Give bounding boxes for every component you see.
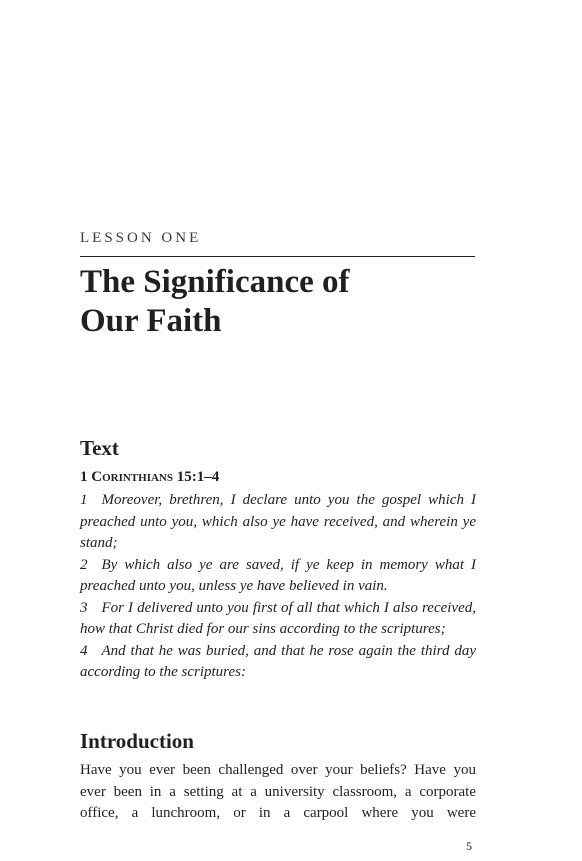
title-rule xyxy=(80,256,475,257)
scripture-reference xyxy=(80,469,219,486)
verse-number: 4 xyxy=(80,642,88,659)
introduction-paragraph xyxy=(80,760,476,825)
paragraph-line: ever been in a setting at a university classroom, a corporate xyxy=(80,783,476,800)
verse-number: 2 xyxy=(80,556,88,573)
verse xyxy=(80,598,476,641)
verse xyxy=(80,555,476,598)
page-number: 5 xyxy=(466,839,472,853)
paragraph-line: Have you ever been challenged over your beliefs? Have you xyxy=(80,762,476,778)
verse-text: For I delivered unto you first of all that which I also received, how that Christ died for our sins according to the scriptures; xyxy=(80,599,476,637)
verse xyxy=(80,641,476,684)
chapter-title-line-1: The Significance of xyxy=(80,264,350,300)
chapter-title xyxy=(80,263,480,341)
verse-text: And that he was buried, and that he rose again the third day according to the scriptures: xyxy=(80,642,476,680)
text-section-heading: Text xyxy=(80,436,119,460)
lesson-label: LESSON ONE xyxy=(80,230,202,246)
verse-text: By which also ye are saved, if ye keep in memory what I preached unto you, unless ye have believed in vain. xyxy=(80,556,476,594)
verse-text: Moreover, brethren, I declare unto you the gospel which I preached unto you, which also ye have received, and wherein ye stand; xyxy=(80,492,476,551)
chapter-title-line-2: Our Faith xyxy=(80,303,222,339)
scripture-verses xyxy=(80,490,476,684)
verse-number: 3 xyxy=(80,599,88,616)
verse-number: 1 xyxy=(80,492,88,508)
scripture-book: 1 Corinthians xyxy=(80,469,173,485)
introduction-heading: Introduction xyxy=(80,729,194,753)
paragraph-line: office, a lunchroom, or in a carpool where you were xyxy=(80,805,476,821)
verse xyxy=(80,490,476,555)
scripture-verses-range: 15:1–4 xyxy=(173,469,220,485)
